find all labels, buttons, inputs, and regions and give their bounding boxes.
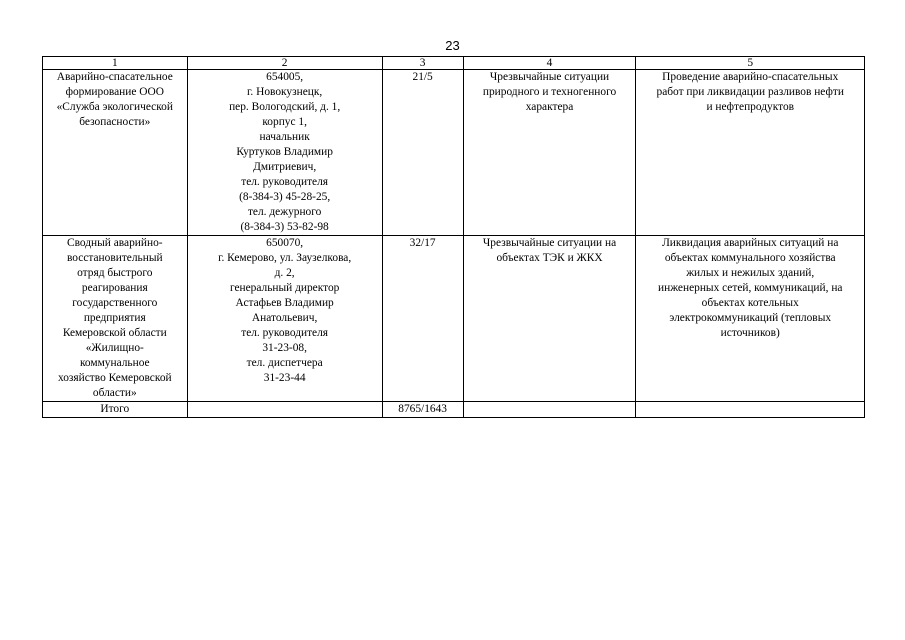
- contacts-line: генеральный директор: [229, 282, 340, 294]
- works-line: источников): [720, 327, 780, 339]
- contacts-line: (8-384-3) 45-28-25,: [239, 191, 331, 203]
- header-cell-2: 2: [187, 57, 382, 70]
- total-empty-cell: [187, 402, 382, 418]
- contacts-line: д. 2,: [274, 267, 295, 279]
- organization-line: хозяйство Кемеровской: [57, 372, 172, 384]
- emergencies-cell: [463, 70, 636, 236]
- total-empty-cell: [636, 402, 865, 418]
- organization-line: предприятия: [83, 312, 146, 324]
- works-line: и нефтепродуктов: [706, 101, 795, 113]
- table-header-row: [43, 57, 865, 70]
- organization-line: отряд быстрого: [77, 267, 153, 279]
- organization-cell: [43, 236, 188, 402]
- contacts-line: 31-23-44: [263, 372, 306, 384]
- contacts-line: Астафьев Владимир: [235, 297, 334, 309]
- total-count: 8765/1643: [382, 402, 463, 418]
- organization-cell: [43, 70, 188, 236]
- contacts-line: тел. руководителя: [241, 327, 329, 339]
- emergencies-line: характера: [525, 101, 574, 113]
- header-cell-3: 3: [382, 57, 463, 70]
- contacts-line: начальник: [259, 131, 310, 143]
- organization-line: «Служба экологической: [56, 101, 173, 113]
- organization-line: Кемеровской области: [62, 327, 167, 339]
- total-empty-cell: [463, 402, 636, 418]
- count-cell: 32/17: [382, 236, 463, 402]
- emergencies-line: объектах ТЭК и ЖКХ: [496, 252, 603, 264]
- count-cell: 21/5: [382, 70, 463, 236]
- contacts-line: Дмитриевич,: [253, 161, 317, 173]
- header-cell-1: 1: [43, 57, 188, 70]
- contacts-line: тел. диспетчера: [246, 357, 323, 369]
- emergencies-line: Чрезвычайные ситуации: [489, 71, 610, 83]
- organization-line: области»: [92, 387, 137, 399]
- contacts-line: Анатольевич,: [251, 312, 318, 324]
- organization-line: Сводный аварийно-: [67, 237, 163, 249]
- table-row: [43, 70, 865, 236]
- total-row: [43, 402, 865, 418]
- contacts-line: (8-384-3) 53-82-98: [240, 221, 329, 233]
- works-cell: [636, 236, 865, 402]
- emergencies-line: природного и техногенного: [482, 86, 617, 98]
- contacts-line: корпус 1,: [262, 116, 307, 128]
- works-line: объектах коммунального хозяйства: [664, 252, 836, 264]
- works-line: электрокоммуникаций (тепловых: [669, 312, 832, 324]
- emergencies-cell: [463, 236, 636, 402]
- total-label: Итого: [43, 402, 188, 418]
- contacts-cell: [187, 70, 382, 236]
- rescue-units-table: [42, 56, 865, 418]
- organization-line: восстановительный: [66, 252, 163, 264]
- contacts-line: Куртуков Владимир: [236, 146, 333, 158]
- works-line: объектах котельных: [701, 297, 799, 309]
- works-line: Ликвидация аварийных ситуаций на: [662, 237, 839, 249]
- contacts-line: г. Кемерово, ул. Заузелкова,: [218, 252, 352, 264]
- emergencies-line: Чрезвычайные ситуации на: [482, 237, 617, 249]
- works-line: Проведение аварийно-спасательных: [662, 71, 839, 83]
- organization-line: формирование ООО: [65, 86, 164, 98]
- contacts-line: тел. дежурного: [247, 206, 322, 218]
- table-row: [43, 236, 865, 402]
- contacts-line: г. Новокузнецк,: [247, 86, 323, 98]
- organization-line: государственного: [72, 297, 158, 309]
- works-line: инженерных сетей, коммуникаций, на: [658, 282, 843, 294]
- page-number: 23: [445, 38, 460, 53]
- header-cell-4: 4: [463, 57, 636, 70]
- organization-line: безопасности»: [79, 116, 151, 128]
- contacts-line: 654005,: [266, 71, 304, 83]
- organization-line: Аварийно-спасательное: [56, 71, 173, 83]
- contacts-cell: [187, 236, 382, 402]
- contacts-line: 650070,: [266, 237, 304, 249]
- contacts-line: пер. Вологодский, д. 1,: [229, 101, 341, 113]
- works-line: работ при ликвидации разливов нефти: [656, 86, 844, 98]
- works-line: жилых и нежилых зданий,: [686, 267, 815, 279]
- organization-line: коммунальное: [79, 357, 150, 369]
- contacts-line: 31-23-08,: [262, 342, 307, 354]
- header-cell-5: 5: [636, 57, 865, 70]
- organization-line: «Жилищно-: [85, 342, 144, 354]
- organization-line: реагирования: [81, 282, 148, 294]
- contacts-line: тел. руководителя: [241, 176, 329, 188]
- works-cell: [636, 70, 865, 236]
